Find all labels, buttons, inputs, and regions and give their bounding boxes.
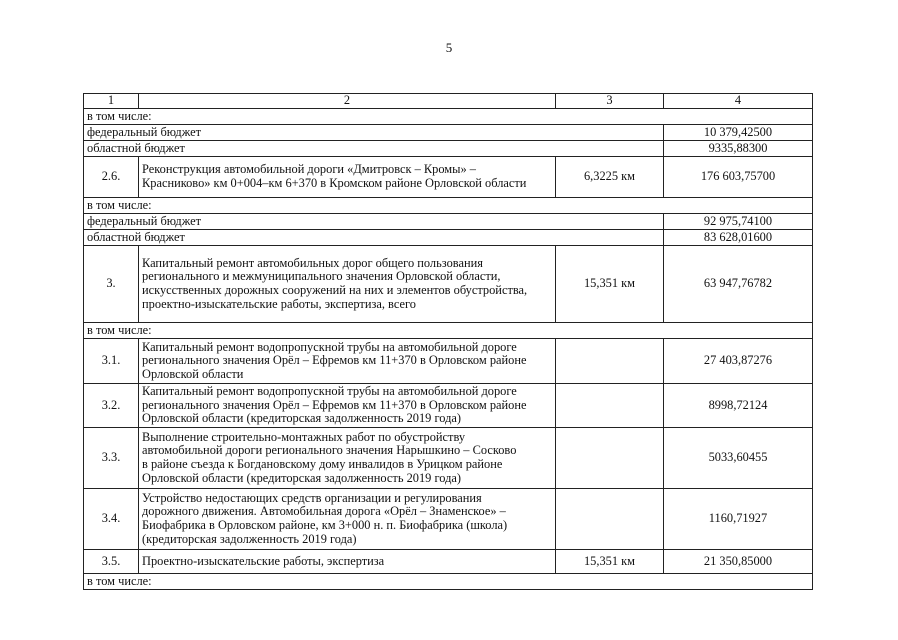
description-line: регионального значения Орёл – Ефремов км 11+370 в Орловском районе <box>142 353 527 368</box>
item-number: 3.4. <box>84 489 139 550</box>
item-number: 3.1. <box>84 339 139 384</box>
budget-amount: 83 628,01600 <box>664 230 813 246</box>
budget-amount: 92 975,74100 <box>664 214 813 230</box>
header-col-4: 4 <box>664 94 813 109</box>
item-description <box>139 489 556 550</box>
table-row <box>84 141 813 157</box>
section-label: в том числе: <box>84 109 813 125</box>
table-row <box>84 157 813 198</box>
table-row <box>84 428 813 489</box>
description-line: Красниково» км 0+004–км 6+370 в Кромском районе Орловской области <box>142 176 527 190</box>
item-amount: 63 947,76782 <box>664 246 813 323</box>
item-amount: 8998,72124 <box>664 384 813 428</box>
description-line: Орловской области (кредиторская задолженность 2019 года) <box>142 411 462 426</box>
table-row <box>84 109 813 125</box>
item-length <box>556 384 664 428</box>
item-description <box>139 428 556 489</box>
item-length: 6,3225 км <box>556 157 664 198</box>
header-col-3: 3 <box>556 94 664 109</box>
description-line: Реконструкция автомобильной дороги «Дмитровск – Кромы» – <box>142 162 476 177</box>
budget-label: федеральный бюджет <box>84 214 664 230</box>
description-line: Орловской области <box>142 366 244 381</box>
item-description <box>139 339 556 384</box>
description-line: дорожного движения. Автомобильная дорога «Орёл – Знаменское» – <box>142 504 506 519</box>
table-row <box>84 489 813 550</box>
table-row <box>84 230 813 246</box>
header-col-2: 2 <box>139 94 556 109</box>
item-amount: 176 603,75700 <box>664 157 813 198</box>
item-amount: 21 350,85000 <box>664 550 813 574</box>
item-amount: 27 403,87276 <box>664 339 813 384</box>
table-header-row <box>84 94 813 109</box>
description-line: автомобильной дороги регионального значения Нарышкино – Сосково <box>142 443 517 458</box>
table-row <box>84 125 813 141</box>
header-col-1: 1 <box>84 94 139 109</box>
item-length: 15,351 км <box>556 246 664 323</box>
item-length <box>556 339 664 384</box>
item-length <box>556 489 664 550</box>
table-row <box>84 574 813 590</box>
section-label: в том числе: <box>84 323 813 339</box>
item-number: 3. <box>84 246 139 323</box>
table-row <box>84 339 813 384</box>
description-line: Капитальный ремонт автомобильных дорог общего пользования <box>142 255 483 270</box>
section-label: в том числе: <box>84 574 813 590</box>
budget-table <box>83 93 813 590</box>
description-line: Орловской области (кредиторская задолженность 2019 года) <box>142 470 462 485</box>
item-number: 3.3. <box>84 428 139 489</box>
table-row <box>84 323 813 339</box>
budget-label: областной бюджет <box>84 230 664 246</box>
section-label: в том числе: <box>84 198 813 214</box>
description-line: искусственных дорожных сооружений на них и элементов обустройства, <box>142 283 528 297</box>
item-description <box>139 384 556 428</box>
item-description <box>139 246 556 323</box>
budget-amount: 10 379,42500 <box>664 125 813 141</box>
item-length: 15,351 км <box>556 550 664 574</box>
item-number: 3.2. <box>84 384 139 428</box>
description-line: проектно-изыскательские работы, экспертиза, всего <box>142 296 416 311</box>
description-line: в районе съезда к Богдановскому дому инвалидов в Урицком районе <box>142 457 503 471</box>
budget-label: областной бюджет <box>84 141 664 157</box>
item-length <box>556 428 664 489</box>
page-number: 5 <box>445 40 453 55</box>
budget-amount: 9335,88300 <box>664 141 813 157</box>
item-number: 2.6. <box>84 157 139 198</box>
item-number: 3.5. <box>84 550 139 574</box>
description-line: Устройство недостающих средств организации и регулирования <box>142 490 482 505</box>
item-description <box>139 550 556 574</box>
table-row <box>84 550 813 574</box>
item-amount: 5033,60455 <box>664 428 813 489</box>
description-line: Капитальный ремонт водопропускной трубы на автомобильной дороге <box>142 384 517 399</box>
table-row <box>84 198 813 214</box>
item-amount: 1160,71927 <box>664 489 813 550</box>
table-row <box>84 384 813 428</box>
description-line: регионального значения Орёл – Ефремов км 11+370 в Орловском районе <box>142 397 527 412</box>
item-description <box>139 157 556 198</box>
budget-label: федеральный бюджет <box>84 125 664 141</box>
table-row <box>84 246 813 323</box>
table-row <box>84 214 813 230</box>
description-line: Капитальный ремонт водопропускной трубы на автомобильной дороге <box>142 339 517 354</box>
description-line: (кредиторская задолженность 2019 года) <box>142 531 357 546</box>
description-line: регионального и межмуниципального значения Орловской области, <box>142 269 501 284</box>
description-line: Биофабрика в Орловском районе, км 3+000 н. п. Биофабрика (школа) <box>142 518 508 532</box>
description-line: Выполнение строительно-монтажных работ по обустройству <box>142 429 466 444</box>
description-line: Проектно-изыскательские работы, экспертиза <box>142 553 385 568</box>
